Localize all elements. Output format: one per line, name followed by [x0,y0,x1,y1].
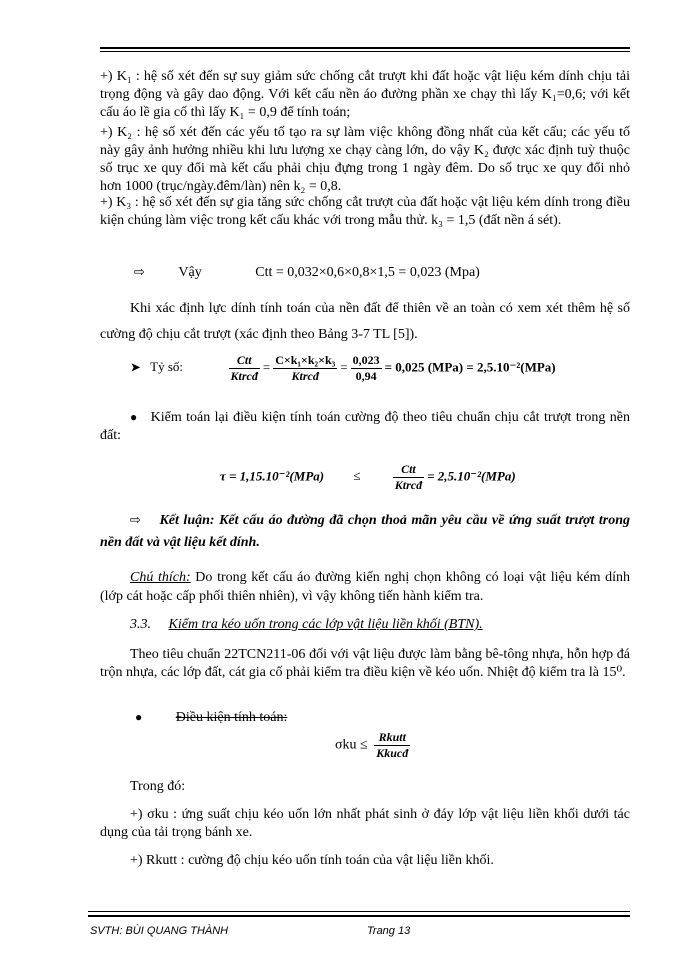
ratio-formula: ➤ Tỷ số: $\frac{\text{Ctt}}{\text{Ktrcđ}}$ = $\frac{\text{C×k₁×k₂×k₃}}{\text{Ktrcđ}}$ = $\frac{0,023}{0,94}$ = 0,025 (MPa) = 2,5.10⁻²(MPa) [130,353,556,383]
section-number: 3.3. [130,617,151,632]
section-title: Kiểm tra kéo uốn trong các lớp vật liệu liền khối (BTN). [168,617,483,632]
footer-rule-thin [88,911,630,912]
paragraph-k2: +) K₂ : hệ số xét đến các yếu tố tạo ra sự làm việc không đồng nhất của kết cấu; các yếu tố này gây ảnh hưởng nhiều khi lưu lượng xe chạy càng lớn, do vậy K₂ được xác định tuỳ thuộc số trục xe quy đổi mà kết cấu phải chịu đựng trong 1 ngày đêm. Do số trục xe quy đổi nhỏ hơn 1000 (trục/ngày.đêm/làn) nên k₂ = 0,8. [100,125,630,194]
header-rule-thin [100,51,630,52]
bullet-icon: ● [130,410,139,424]
sigma-den: Kkucđ [376,746,409,760]
ty-so-label: Tỷ số: [150,359,184,375]
dieu-kien-line [100,708,630,727]
dieu-kien-text: Điều kiện tính toán: [175,710,288,725]
vay-word: Vậy [178,265,202,280]
leq-sign: ≤ [353,468,361,484]
paragraph-khi: Khi xác định lực dính tính toán của nền đất để thiên về an toàn có xem xét thêm hệ số cường độ chịu cắt trượt (xác định theo Bảng 3-7 TL [5]). [100,301,630,342]
sigma-left: σku ≤ [335,737,368,753]
sigma-num: Rkutt [374,730,410,746]
f1-num: Ctt [229,353,260,369]
ctt-formula: Ctt = 0,032×0,6×0,8×1,5 = 0,023 (Mpa) [255,265,480,280]
sigma-formula [335,730,413,761]
f1-den: Ktrcđ [230,369,258,383]
f2-num: C×k₁×k₂×k₃ [275,353,336,367]
arrow-icon-2: ⇨ [130,513,141,528]
footer-author: SVTH: BÙI QUANG THÀNH [90,925,229,937]
f2-den: Ktrcđ [291,369,319,383]
paragraph-r: +) Rkutt : cường độ chịu kéo uốn tính toán của vật liệu liền khối. [130,853,494,868]
bullet-arrow-icon: ➤ [130,359,141,375]
ratio-tail: = 0,025 (MPa) = 2,5.10⁻²(MPa) [384,359,556,375]
paragraph-kiem-toan [100,408,630,445]
ket-luan [100,510,630,554]
bullet-icon-2: ● [135,710,143,724]
tau-den: Ktrcđ [394,478,423,492]
tau-left: τ = 1,15.10⁻²(MPa) [220,468,325,484]
tau-formula [220,462,516,493]
chu-thich [100,568,630,606]
chu-thich-text: Do trong kết cấu áo đường kiến nghị chọn không có loại vật liệu kém dính (lớp cát hoặc cấp phối thiên nhiên), vì vậy không tiến hành kiểm tra. [100,570,630,604]
section-heading [130,617,483,633]
chu-thich-label: Chú thích: [130,570,191,585]
arrow-icon: ⇨ [134,265,145,280]
trong-do: Trong đó: [130,779,186,794]
f3-den: 0,94 [355,369,377,383]
footer-rule [88,915,630,917]
paragraph-k3: +) K₃ : hệ số xét đến sự gia tăng sức chống cắt trượt của đất hoặc vật liệu kém dính trong điều kiện chúng làm việc trong kết cấu khác với trong mẫu thử. k₃ = 1,5 (đất nền á sét). [100,195,630,228]
header-rule [100,47,630,49]
paragraph-tieu-chuan: Theo tiêu chuẩn 22TCN211-06 đối với vật liệu được làm bằng bê-tông nhựa, hỗn hợp đá trộn nhựa, các lớp đất, cát gia cố phải kiểm tra điều kiện về kéo uốn. Nhiệt độ kiểm tra là 15⁰. [100,647,630,680]
ket-luan-text: Kết luận: Kết cấu áo đường đã chọn thoả mãn yêu cầu về ứng suất trượt trong nền đất và vật liệu kết dính. [100,513,631,550]
tau-right: = 2,5.10⁻²(MPa) [427,468,516,484]
kiem-toan-text: Kiểm toán lại điều kiện tính toán cường độ theo tiêu chuẩn chịu cắt trượt trong nền đất: [100,410,631,443]
footer-page-number: Trang 13 [367,925,411,937]
paragraph-sigma: +) σku : ứng suất chịu kéo uốn lớn nhất phát sinh ở đáy lớp vật liệu liền khối dưới tác dụng của tải trọng bánh xe. [100,807,630,840]
vay-line [134,265,480,281]
f3-num: 0,023 [352,353,380,367]
tau-num: Ctt [393,462,424,478]
paragraph-k1: +) K₁ : hệ số xét đến sự suy giảm sức chống cắt trượt khi đất hoặc vật liệu kém dính chịu tải trọng động và gây dao động. Với kết cấu nền áo đường phần xe chạy thì lấy K₁=0,6; với kết cấu áo lề gia cố thì lấy K₁ = 0,9 để tính toán; [100,69,630,120]
